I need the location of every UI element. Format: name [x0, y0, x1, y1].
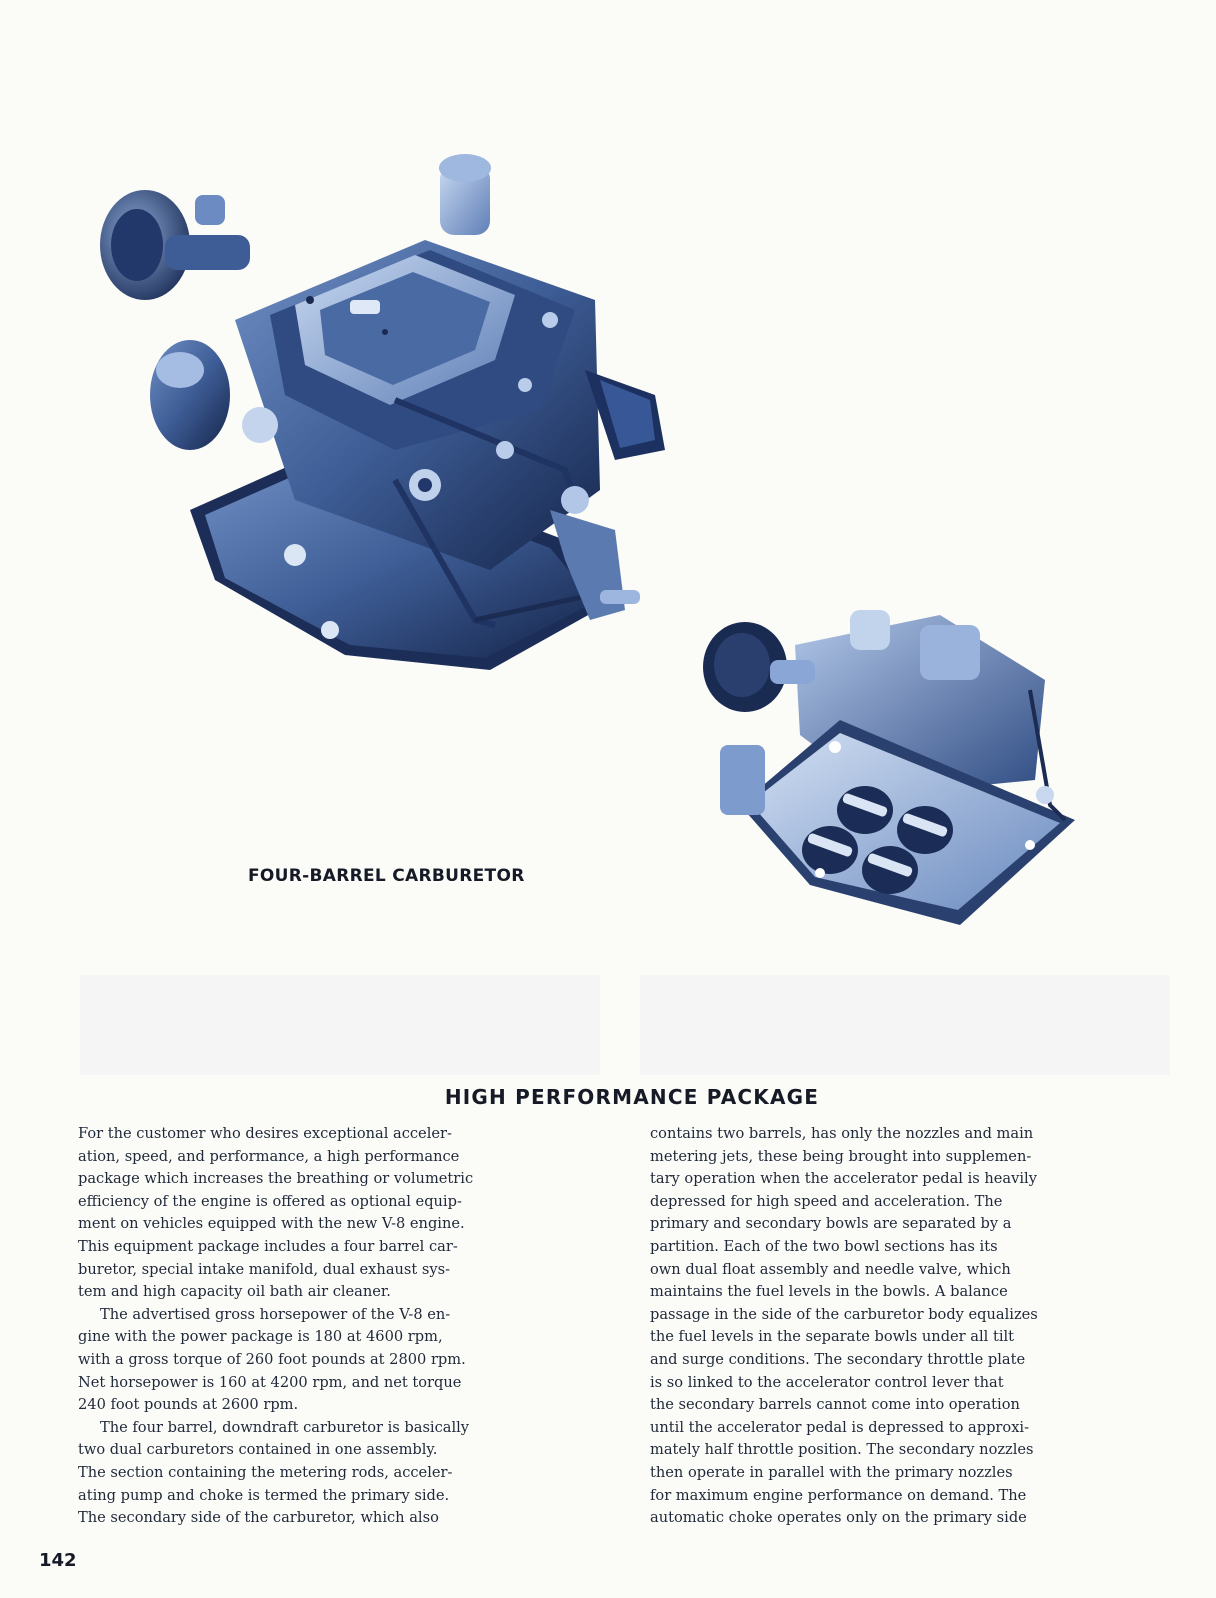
text-line: maintains the fuel levels in the bowls. A balance — [650, 1283, 1008, 1301]
carburetor-bottom-photo — [700, 605, 1080, 970]
text-line: primary and secondary bowls are separated by a — [650, 1215, 1012, 1233]
show-through-right — [640, 975, 1170, 1075]
text-line: own dual float assembly and needle valve, which — [650, 1260, 1011, 1278]
carburetor-top-photo — [95, 150, 695, 695]
text-line: and surge conditions. The secondary throttle plate — [650, 1350, 1026, 1368]
text-line: then operate in parallel with the primary nozzles — [650, 1463, 1013, 1481]
text-line: mately half throttle position. The secondary nozzles — [650, 1441, 1034, 1459]
paragraph-horsepower — [78, 1304, 610, 1417]
text-line: the fuel levels in the separate bowls under all tilt — [650, 1328, 1015, 1346]
text-line: until the accelerator pedal is depressed to approxi- — [650, 1418, 1030, 1436]
left-text-column — [78, 1123, 610, 1530]
text-line: passage in the side of the carburetor body equalizes — [650, 1305, 1038, 1323]
text-line: the secondary barrels cannot come into operation — [650, 1396, 1020, 1414]
text-line: with a gross torque of 260 foot pounds at 2800 rpm. — [78, 1350, 466, 1368]
text-line: buretor, special intake manifold, dual exhaust sys- — [78, 1260, 451, 1278]
text-line: ment on vehicles equipped with the new V-8 engine. — [78, 1215, 465, 1233]
section-heading: HIGH PERFORMANCE PACKAGE — [444, 1085, 820, 1109]
text-line: 240 foot pounds at 2600 rpm. — [78, 1396, 299, 1414]
text-line: partition. Each of the two bowl sections has its — [650, 1237, 998, 1255]
text-line: for maximum engine performance on demand. The — [650, 1486, 1027, 1504]
text-line: tary operation when the accelerator pedal is heavily — [650, 1170, 1037, 1188]
text-line: This equipment package includes a four barrel car- — [78, 1237, 458, 1255]
text-line: Net horsepower is 160 at 4200 rpm, and net torque — [78, 1373, 462, 1391]
text-line: ation, speed, and performance, a high performance — [78, 1147, 460, 1165]
text-line: The four barrel, downdraft carburetor is basically — [100, 1418, 470, 1436]
figure-caption: FOUR-BARREL CARBURETOR — [248, 866, 525, 886]
text-line: contains two barrels, has only the nozzles and main — [650, 1125, 1034, 1142]
page-number: 142 — [39, 1550, 77, 1571]
right-text-column — [650, 1123, 1186, 1530]
text-line: depressed for high speed and acceleration. The — [650, 1192, 1003, 1210]
text-line: The advertised gross horsepower of the V-8 en- — [100, 1305, 451, 1323]
paragraph-continued — [650, 1123, 1186, 1530]
paragraph-carburetor — [78, 1417, 610, 1530]
show-through-left — [80, 975, 600, 1075]
text-line: For the customer who desires exceptional acceler- — [78, 1125, 452, 1142]
paragraph-intro — [78, 1123, 610, 1304]
text-line: The section containing the metering rods, acceler- — [78, 1463, 453, 1481]
text-line: metering jets, these being brought into supplemen- — [650, 1147, 1032, 1165]
text-line: gine with the power package is 180 at 4600 rpm, — [78, 1328, 443, 1346]
text-line: is so linked to the accelerator control lever that — [650, 1373, 1004, 1391]
text-line: two dual carburetors contained in one assembly. — [78, 1441, 438, 1459]
text-line: ating pump and choke is termed the primary side. — [78, 1486, 450, 1504]
text-line: efficiency of the engine is offered as optional equip- — [78, 1192, 462, 1210]
text-line: package which increases the breathing or volumetric — [78, 1170, 474, 1188]
text-line: The secondary side of the carburetor, which also — [78, 1509, 439, 1527]
text-line: tem and high capacity oil bath air cleaner. — [78, 1283, 391, 1301]
text-line: automatic choke operates only on the primary side — [650, 1509, 1027, 1527]
